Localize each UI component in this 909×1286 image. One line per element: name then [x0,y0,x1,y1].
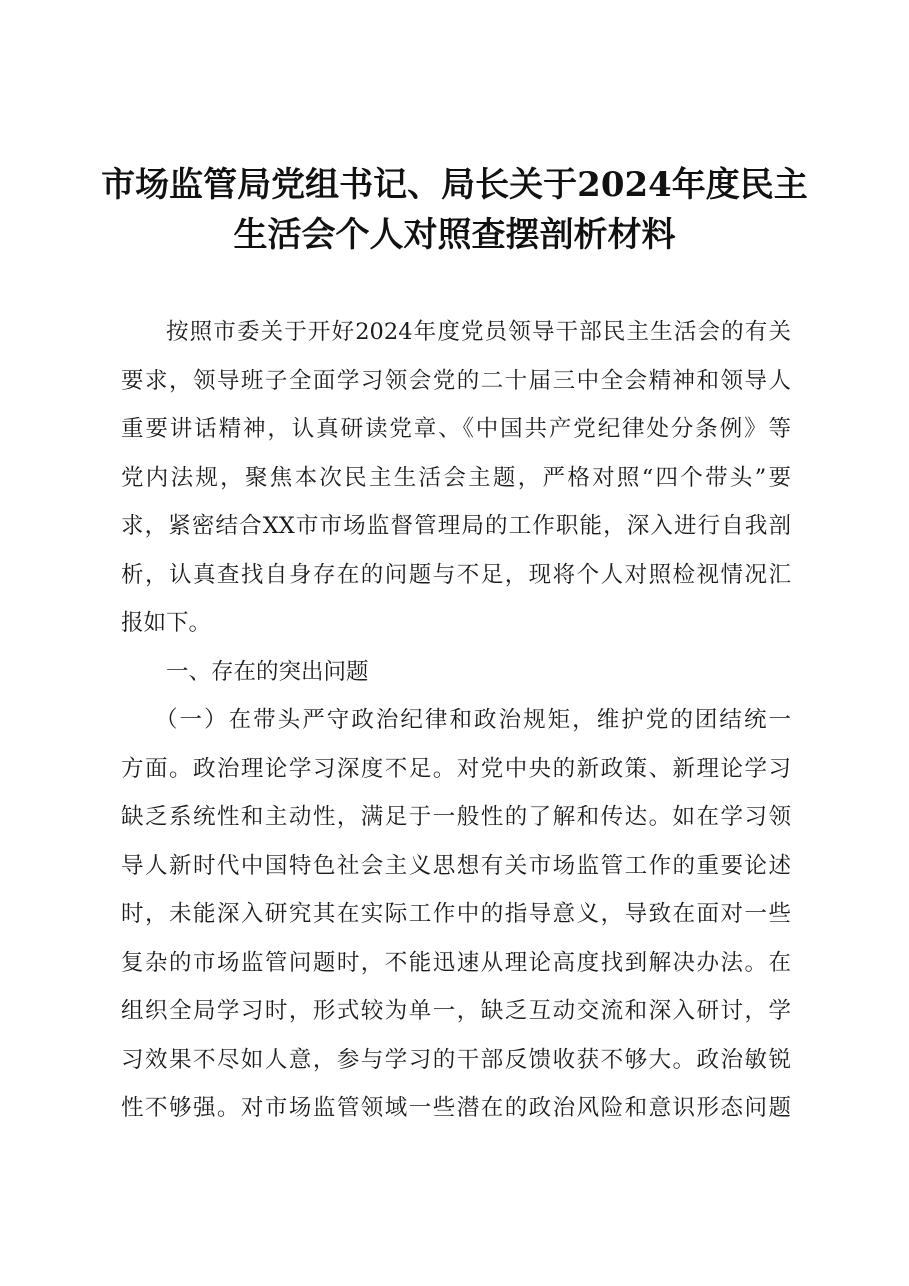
body-line: 缺乏系统性和主动性，满足于一般性的了解和传达。如在学习领 [121,804,791,830]
body-line: 重要讲话精神，认真研读党章、《中国共产党纪律处分条例》等 [121,416,791,442]
body-line: 按照市委关于开好2024年度党员领导干部民主生活会的有关 [166,319,791,345]
body-line: 导人新时代中国特色社会主义思想有关市场监管工作的重要论述 [121,852,791,879]
title-line-1: 市场监管局党组书记、局长关于2024年度民主 [101,165,808,205]
body-line: 复杂的市场监管问题时，不能迅速从理论高度找到解决办法。在 [121,949,791,976]
body-line: 时，未能深入研究其在实际工作中的指导意义，导致在面对一些 [121,901,791,927]
body-line: 方面。政治理论学习深度不足。对党中央的新政策、新理论学习 [121,755,791,782]
body-line: 报如下。 [121,610,212,636]
body-line: 要求，领导班子全面学习领会党的二十届三中全会精神和领导人 [121,367,791,394]
document-title [100,160,809,260]
title-line-2: 生活会个人对照查摆剖析材料 [233,215,676,255]
body-line: 性不够强。对市场监管领域一些潜在的政治风险和意识形态问题 [121,1095,791,1121]
body-line: 党内法规，聚焦本次民主生活会主题，严格对照“四个带头”要 [121,464,791,491]
section-heading: 一、存在的突出问题 [166,658,369,685]
body-line: 习效果不尽如人意，参与学习的干部反馈收获不够大。政治敏锐 [121,1046,791,1073]
document-body [121,308,791,1133]
body-line: 析，认真查找自身存在的问题与不足，现将个人对照检视情况汇 [121,561,791,588]
body-line: 求，紧密结合XX市市场监督管理局的工作职能，深入进行自我剖 [121,513,791,539]
body-line: （一）在带头严守政治纪律和政治规矩，维护党的团结统一 [155,707,791,733]
body-line: 组织全局学习时，形式较为单一，缺乏互动交流和深入研讨，学 [121,998,791,1024]
